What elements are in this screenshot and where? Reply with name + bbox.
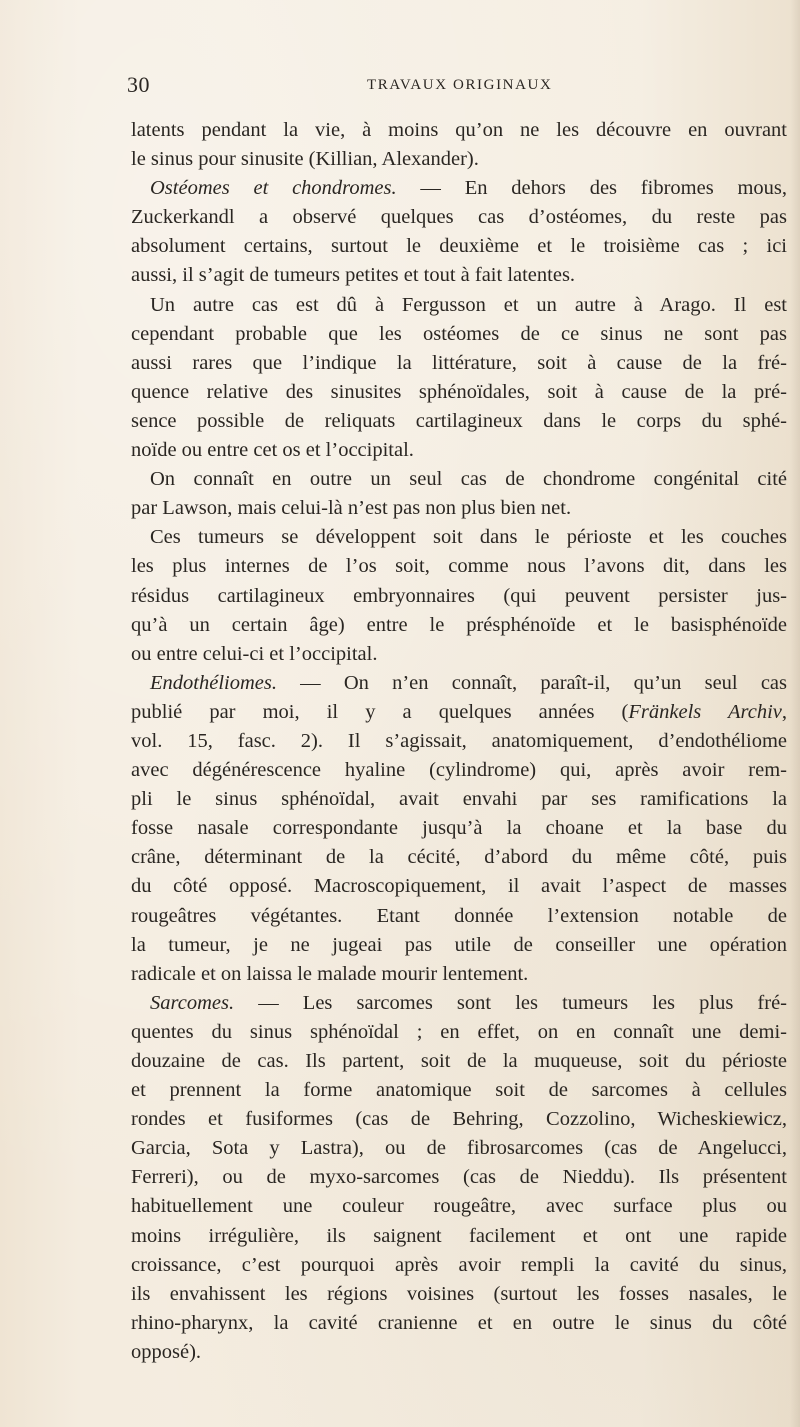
text-segment: Zuckerkandl a observé quelques cas d’ostéomes, du reste pas: [131, 206, 787, 229]
text-line: [131, 523, 787, 552]
text-line: [131, 989, 787, 1018]
text-segment: par Lawson, mais celui-là n’est pas non plus bien net.: [131, 497, 572, 520]
text-segment: publié par moi, il y a quelques années (: [131, 700, 629, 723]
text-line: [131, 611, 787, 640]
text-segment: sence possible de reliquats cartilagineux dans le corps du sphé-: [131, 409, 787, 432]
text-line: [131, 640, 787, 669]
text-line: [131, 320, 787, 349]
text-segment: — En dehors des fibromes mous,: [396, 177, 787, 200]
text-line: [131, 436, 787, 465]
text-segment: avec dégénérescence hyaline (cylindrome) qui, après avoir rem-: [131, 759, 787, 782]
text-segment: pli le sinus sphénoïdal, avait envahi par ses ramifications la: [131, 788, 787, 811]
text-segment: ,: [781, 700, 787, 723]
text-segment: rondes et fusiformes (cas de Behring, Cozzolino, Wicheskiewicz,: [131, 1108, 787, 1131]
text-segment: — Les sarcomes sont les tumeurs les plus fré-: [234, 991, 787, 1014]
page-number: 30: [127, 72, 150, 97]
body-text: [131, 116, 787, 1367]
text-line: [131, 1163, 787, 1192]
text-segment: du côté opposé. Macroscopiquement, il avait l’aspect de masses: [131, 875, 787, 898]
text-line: [131, 1134, 787, 1163]
text-line: [131, 669, 787, 698]
text-line: [131, 1251, 787, 1280]
text-segment: — On n’en connaît, paraît-il, qu’un seul cas: [276, 671, 787, 694]
italic-heading: Sarcomes.: [150, 991, 235, 1014]
text-segment: absolument certains, surtout le deuxième et le troisième cas ; ici: [131, 235, 787, 258]
text-line: [131, 1192, 787, 1221]
text-segment: opposé).: [131, 1340, 202, 1363]
text-segment: les plus internes de l’os soit, comme nous l’avons dit, dans les: [131, 555, 787, 578]
text-segment: radicale et on laissa le malade mourir lentement.: [131, 962, 529, 985]
text-line: [131, 203, 787, 232]
text-line: [131, 1338, 787, 1367]
text-line: [131, 1018, 787, 1047]
text-segment: aussi, il s’agit de tumeurs petites et tout à fait latentes.: [131, 264, 576, 287]
text-line: [131, 349, 787, 378]
text-line: [131, 785, 787, 814]
text-segment: fosse nasale correspondante jusqu’à la choane et la base du: [131, 817, 787, 840]
text-segment: le sinus pour sinusite (Killian, Alexander).: [131, 148, 479, 171]
text-segment: croissance, c’est pourquoi après avoir rempli la cavité du sinus,: [131, 1253, 787, 1276]
text-segment: cependant probable que les ostéomes de ce sinus ne sont pas: [131, 322, 787, 345]
italic-heading: Ostéomes et chondromes.: [150, 177, 397, 200]
text-segment: douzaine de cas. Ils partent, soit de la muqueuse, soit du périoste: [131, 1050, 787, 1072]
text-segment: On connaît en outre un seul cas de chondrome congénital cité: [150, 468, 787, 491]
text-line: [131, 407, 787, 436]
text-line: [131, 291, 787, 320]
text-line: [131, 1076, 787, 1105]
text-line: [131, 116, 787, 145]
text-segment: la tumeur, je ne jugeai pas utile de conseiller une opération: [131, 933, 787, 956]
text-segment: Garcia, Sota y Lastra), ou de fibrosarcomes (cas de Angelucci,: [131, 1137, 787, 1160]
text-segment: ils envahissent les régions voisines (surtout les fosses nasales, le: [131, 1282, 787, 1305]
text-segment: noïde ou entre cet os et l’occipital.: [131, 439, 414, 462]
text-segment: moins irrégulière, ils saignent facilement et ont une rapide: [131, 1224, 787, 1247]
text-line: [131, 145, 787, 174]
text-line: [131, 727, 787, 756]
text-segment: qu’à un certain âge) entre le présphénoïde et le basisphénoïde: [131, 613, 787, 636]
text-segment: Ferreri), ou de myxo-sarcomes (cas de Nieddu). Ils présentent: [131, 1166, 787, 1189]
text-segment: vol. 15, fasc. 2). Il s’agissait, anatomiquement, d’endothéliome: [131, 729, 787, 752]
text-line: [131, 1047, 787, 1076]
text-line: [131, 960, 787, 989]
italic-heading: Endothéliomes.: [150, 671, 277, 694]
text-line: [131, 1280, 787, 1309]
text-segment: quence relative des sinusites sphénoïdales, soit à cause de la pré-: [131, 380, 787, 403]
text-segment: crâne, déterminant de la cécité, d’abord du même côté, puis: [131, 846, 787, 869]
text-segment: rougeâtres végétantes. Etant donnée l’extension notable de: [131, 904, 787, 927]
text-segment: habituellement une couleur rougeâtre, avec surface plus ou: [131, 1195, 787, 1218]
text-line: [131, 1105, 787, 1134]
text-line: [131, 902, 787, 931]
text-line: [131, 232, 787, 261]
text-line: [131, 465, 787, 494]
text-line: [131, 872, 787, 901]
text-segment: ou entre celui-ci et l’occipital.: [131, 642, 378, 665]
text-line: [131, 582, 787, 611]
text-line: [131, 552, 787, 581]
text-line: [131, 931, 787, 960]
italic-heading: Fränkels Archiv: [628, 700, 782, 723]
text-line: [131, 378, 787, 407]
running-head: [127, 72, 787, 102]
text-segment: quentes du sinus sphénoïdal ; en effet, on en connaît une demi-: [131, 1020, 787, 1043]
text-line: [131, 1222, 787, 1251]
text-line: [131, 756, 787, 785]
text-segment: résidus cartilagineux embryonnaires (qui peuvent persister jus-: [131, 584, 787, 607]
text-line: [131, 843, 787, 872]
text-line: [131, 261, 787, 290]
text-segment: latents pendant la vie, à moins qu’on ne les découvre en ouvrant: [131, 119, 787, 141]
text-segment: Ces tumeurs se développent soit dans le périoste et les couches: [150, 526, 787, 549]
text-segment: rhino-pharynx, la cavité cranienne et en outre le sinus du côté: [131, 1311, 787, 1334]
text-segment: et prennent la forme anatomique soit de sarcomes à cellules: [131, 1079, 787, 1102]
page-edge-shadow: [790, 0, 800, 1427]
running-title: TRAVAUX ORIGINAUX: [367, 77, 553, 93]
text-segment: Un autre cas est dû à Fergusson et un autre à Arago. Il est: [150, 293, 787, 316]
text-line: [131, 1309, 787, 1338]
text-line: [131, 698, 787, 727]
text-line: [131, 814, 787, 843]
text-segment: aussi rares que l’indique la littérature, soit à cause de la fré-: [131, 351, 787, 374]
text-line: [131, 494, 787, 523]
text-line: [131, 174, 787, 203]
